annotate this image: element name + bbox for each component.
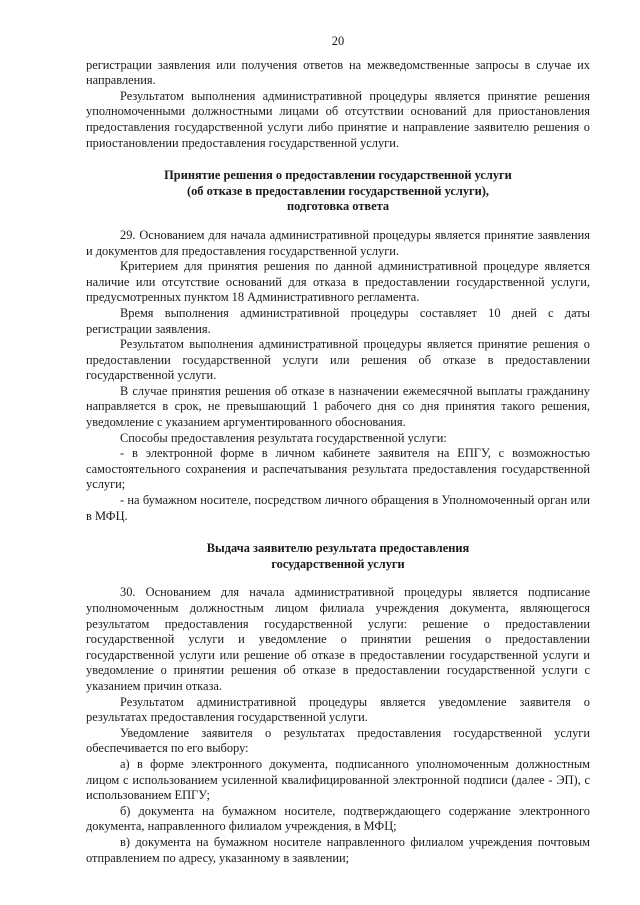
page-number: 20 (331, 34, 345, 48)
heading-line: (об отказе в предоставлении государственной услуги), (186, 183, 490, 198)
heading-line: государственной услуги (271, 556, 405, 571)
paragraph: Результатом административной процедуры является уведомление заявителя о результатах предоставления государственной услуги. (86, 694, 590, 725)
paragraph: В случае принятия решения об отказе в назначении ежемесячной выплаты гражданину направляется в срок, не превышающий 1 рабочего дня со дня принятия такого решения, уведомление с указанием аргументированного обоснования. (86, 383, 590, 430)
paragraph: Результатом выполнения административной процедуры является принятие решения уполномоченными должностными лицами об отсутствии оснований для приостановления предоставления государственной услуги либо принятие и направление заявителю решения о приостановлении предоставления государственной услуги. (86, 88, 590, 150)
paragraph: Способы предоставления результата государственной услуги: (120, 430, 447, 445)
list-item: в) документа на бумажном носителе направленного филиалом учреждения почтовым отправлением по адресу, указанному в заявлении; (86, 834, 590, 865)
paragraph: Время выполнения административной процедуры составляет 10 дней с даты регистрации заявления. (86, 305, 590, 336)
list-item: б) документа на бумажном носителе, подтверждающего содержание электронного документа, направленного филиалом учреждения, в МФЦ; (86, 803, 590, 834)
heading-line: Выдача заявителю результата предоставления (206, 541, 470, 556)
section-heading-issuance (86, 541, 590, 572)
paragraph: 29. Основанием для начала административной процедуры является принятие заявления и документов для предоставления государственной услуги. (86, 227, 590, 258)
section-heading-decision (86, 168, 590, 215)
paragraph: регистрации заявления или получения ответов на межведомственные запросы в случае их направления. (86, 57, 590, 88)
heading-line: подготовка ответа (286, 199, 390, 214)
paragraph: Критерием для принятия решения по данной административной процедуре является наличие или отсутствие оснований для отказа в предоставлении государственной услуги, предусмотренных пунктом 18 Административного регламента. (86, 259, 590, 305)
list-item: - в электронной форме в личном кабинете заявителя на ЕПГУ, с возможностью самостоятельного сохранения и распечатывания результата предоставления государственной услуги; (86, 446, 590, 492)
paragraph: 30. Основанием для начала административной процедуры является подписание уполномоченным должностным лицом филиала учреждения документа, являющегося результатом предоставления государственной услуги: решение о предоставлении государственной услуги и уведомление о принятии решения о предоставлении государственной услуги или решение об отказе в предоставлении государственной услуги и уведомление о принятии решения об отказе в предоставлении государственной услуги с указанием причин отказа. (86, 585, 590, 693)
heading-line: Принятие решения о предоставлении государственной услуги (164, 168, 512, 183)
list-item: а) в форме электронного документа, подписанного уполномоченным должностным лицом с использованием усиленной квалифицированной электронной подписи (далее - ЭП), с использованием ЕПГУ; (86, 756, 590, 803)
paragraph: Результатом выполнения административной процедуры является принятие решения о предоставлении государственной услуги или решения об отказе в предоставлении государственной услуги. (86, 337, 590, 383)
paragraph: Уведомление заявителя о результатах предоставления государственной услуги обеспечивается по его выбору: (86, 725, 590, 756)
list-item: - на бумажном носителе, посредством личного обращения в Уполномоченный орган или в МФЦ. (86, 493, 590, 523)
